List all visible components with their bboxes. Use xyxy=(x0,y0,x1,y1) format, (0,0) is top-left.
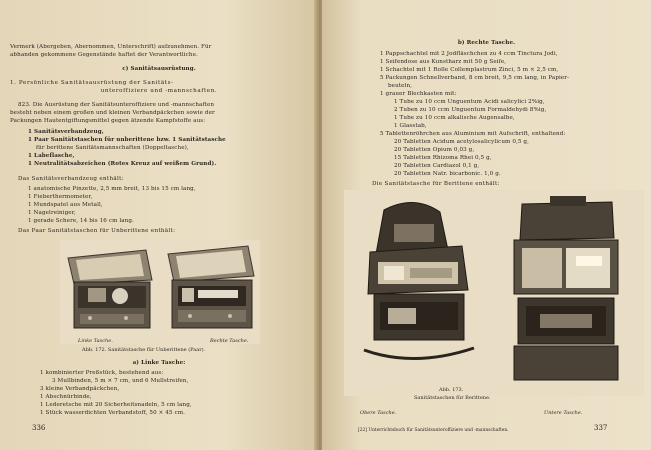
sub-heading-2: unteroffiziere und -mannschaften. xyxy=(100,88,218,94)
fig173-left-label: Obere Tasche. xyxy=(360,410,397,416)
para-823-1: 823. Die Ausrüstung der Sanitätsunteroffiziere und -mannschaften xyxy=(18,102,215,108)
intro-line-1: Vermerk (Abergeben, Abernommen, Unterschrift) aufzunehmen. Für xyxy=(10,44,212,50)
linke-1: 1 kombinierter Preßstück, bestehend aus: xyxy=(40,370,164,376)
bag-photo-fig173 xyxy=(344,190,644,396)
linke-3: 3 kleine Verbandpäckchen, xyxy=(40,386,120,392)
page-footer: [22] Unterrichtsbuch für Sanitätsunteroffiziere und -mannschaften. xyxy=(358,428,509,433)
berittene-intro: Die Sanitätstasche für Berittene enthält: xyxy=(372,181,500,187)
right-page xyxy=(322,0,651,450)
para-823-3: Packungen Hautentgiftungsmittel gegen ätzende Kampfstoffe aus: xyxy=(10,118,206,124)
vz-5: 1 gerade Schere, 14 bis 16 cm lang. xyxy=(28,218,134,224)
vz-2: 1 Fieberthermometer, xyxy=(28,194,93,200)
intro-line-2: abhanden gekommene Gegenstände haftet der Verantwortliche. xyxy=(10,52,198,58)
fig172-caption: Abb. 172. Sanitätstasche für Unberittene (Paar). xyxy=(82,347,206,353)
linke-5: 1 Lederetsche mit 20 Sicherheitsnadeln, 5 cm lang, xyxy=(40,402,192,408)
verbandzeug-intro: Das Sanitätsverbandzeug enthält: xyxy=(18,176,124,182)
right-bag-illustration xyxy=(168,246,254,328)
para-823-2: besteht neben einem großen und kleinen Verbandpäckchen sowie der xyxy=(10,110,215,116)
rechte-3: 1 Schachtel mit 1 Rolle Collemplastrum Zinci, 5 m × 2,5 cm, xyxy=(380,67,559,73)
rechte-1: 1 Pappschachtel mit 2 Jodfläschchen zu 4 ccm Tinctura Jodi, xyxy=(380,51,558,57)
item-2: 1 Paar Sanitätstaschen für unberittene bzw. 1 Sanitätstasche xyxy=(28,137,226,143)
rechte-5: beuteln, xyxy=(388,83,413,89)
rechte-6: 1 grauer Blechkasten mit: xyxy=(380,91,457,97)
rechte-14: 15 Tabletten Rhizoma Rhei 0,5 g, xyxy=(394,155,492,161)
linke-heading: a) Linke Tasche: xyxy=(132,360,186,366)
rechte-9: 1 Tube zu 10 ccm alkalische Augensalbe, xyxy=(394,115,515,121)
linke-4: 1 Abschnürbinde, xyxy=(40,394,92,400)
rechte-8: 2 Tuben zu 10 ccm Unguentum Formaldehydi 8%ig, xyxy=(394,107,547,113)
linke-6: 1 Stück wasserdichten Verbandstoff, 50 × 45 cm. xyxy=(40,410,185,416)
left-page xyxy=(0,0,318,450)
page-number-left: 336 xyxy=(32,424,46,432)
fig173-title: Sanitätstaschen für Berittene. xyxy=(414,395,491,401)
item-4: 1 Neutralitätsabzeichen (Rotes Kreuz auf weißem Grund). xyxy=(28,161,217,167)
rechte-12: 20 Tabletten Acidum acetylosalicylicum 0,5 g, xyxy=(394,139,529,145)
section-heading: c) Sanitätsausrüstung. xyxy=(122,66,196,72)
fig173-number: Abb. 173. xyxy=(439,387,464,393)
rechte-10: 1 Glasstab, xyxy=(394,123,427,129)
item-1: 1 Sanitätsverbandzeug, xyxy=(28,129,104,135)
vz-1: 1 anatomische Pinzette, 2,5 mm breit, 13 bis 15 cm lang, xyxy=(28,186,196,192)
vz-4: 1 Nagelreiniger, xyxy=(28,210,76,216)
fig172-left-label: Linke Tasche. xyxy=(78,338,113,344)
fig173-right-label: Untere Tasche. xyxy=(544,410,583,416)
rechte-11: 5 Tablettenröhrchen aus Aluminium mit Aufschrift, enthaltend: xyxy=(380,131,566,137)
sub-heading-1: 1. Persönliche Sanitätsausrüstung der Sanitäts- xyxy=(10,80,174,86)
fig172-right-label: Rechte Tasche. xyxy=(210,338,249,344)
item-3: 1 Labeflasche, xyxy=(28,153,75,159)
linke-2: 3 Mullbinden, 5 m × 7 cm, und 6 Mullstreifen, xyxy=(52,378,189,384)
rechte-4: 5 Packungen Schnellverband, 8 cm breit, 9,5 cm lang, in Papier- xyxy=(380,75,570,81)
rechte-heading: b) Rechte Tasche. xyxy=(457,40,516,46)
rechte-13: 20 Tabletten Opium 0,03 g, xyxy=(394,147,475,153)
bag-photo-fig172 xyxy=(60,240,260,344)
rechte-15: 20 Tabletten Cardiazol 0,1 g, xyxy=(394,163,480,169)
rechte-2: 1 Seifendose aus Kunstharz mit 50 g Seife, xyxy=(380,59,507,65)
item-2b: für berittene Sanitätsmannschaften (Doppeltasche), xyxy=(36,145,189,151)
paar-intro: Das Paar Sanitätstaschen für Unberittene enthält: xyxy=(18,228,176,234)
left-bag-illustration xyxy=(68,250,152,328)
lower-bag-illustration xyxy=(514,196,618,380)
page-number-right: 337 xyxy=(594,424,608,432)
rechte-16: 20 Tabletten Natr. bicarbonic. 1,0 g. xyxy=(394,171,501,177)
vz-3: 1 Mundspatel aus Metall, xyxy=(28,202,103,208)
rechte-7: 1 Tube zu 10 ccm Unguentum Acidi salicylici 2%ig, xyxy=(394,99,545,105)
